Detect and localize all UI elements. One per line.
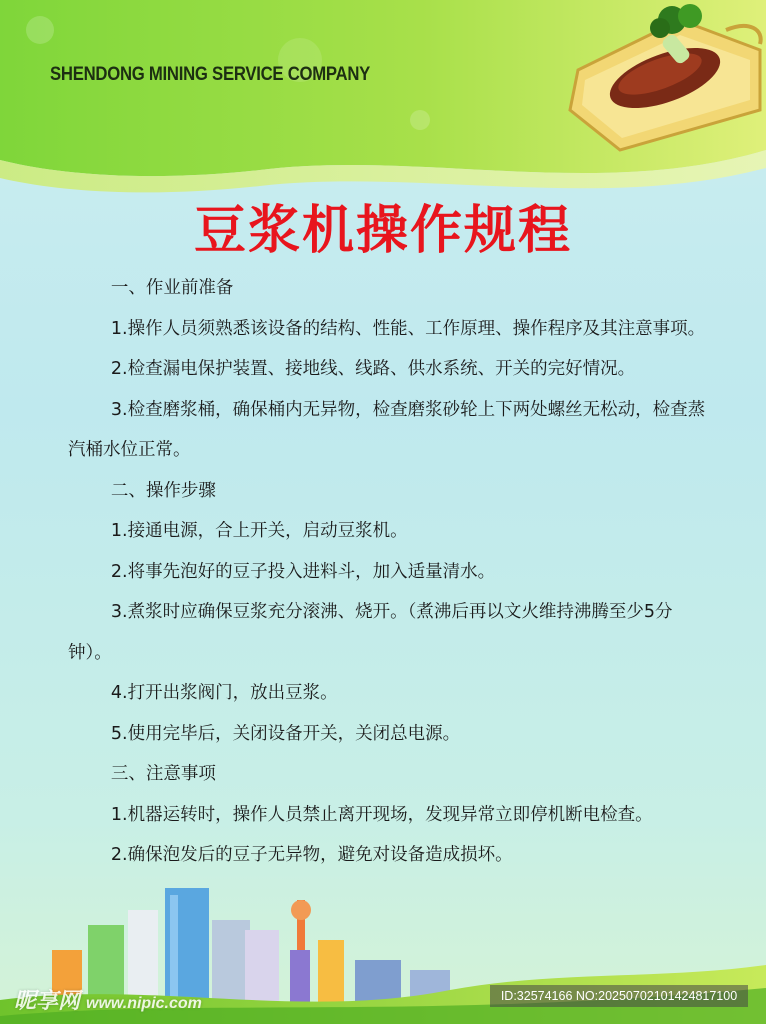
- watermark-url: www.nipic.com: [86, 995, 202, 1012]
- page-title: 豆浆机操作规程: [193, 201, 572, 261]
- prep-item-2: 2.检查漏电保护装置、接地线、线路、供水系统、开关的完好情况。: [110, 359, 636, 379]
- step-item-5: 5.使用完毕后，关闭设备开关，关闭总电源。: [110, 723, 461, 744]
- section-heading-prep: 一、作业前准备: [110, 278, 234, 298]
- step-item-3: 3.煮浆时应确保豆浆充分滚沸、烧开。（煮沸后再以文火维持沸腾至少5分钟）。: [68, 602, 673, 663]
- step-item-1: 1.接通电源，合上开关，启动豆浆机。: [110, 521, 408, 541]
- prep-item-1: 1.操作人员须熟悉该设备的结构、性能、工作原理、操作程序及其注意事项。: [110, 318, 706, 339]
- steak-plate-icon: [560, 0, 766, 160]
- company-name: SHENDONG MINING SERVICE COMPANY: [50, 64, 371, 85]
- section-heading-steps: 二、操作步骤: [110, 480, 216, 501]
- step-item-4: 4.打开出浆阀门，放出豆浆。: [110, 683, 338, 703]
- note-item-2: 2.确保泡发后的豆子无异物，避免对设备造成损坏。: [110, 845, 513, 865]
- step-item-2: 2.将事先泡好的豆子投入进料斗，加入适量清水。: [110, 561, 496, 582]
- note-item-1: 1.机器运转时，操作人员禁止离开现场，发现异常立即停机断电检查。: [110, 804, 653, 825]
- procedure-text: [68, 268, 708, 876]
- prep-item-3: 3.检查磨浆桶，确保桶内无异物，检查磨浆砂轮上下两处螺丝无松动，检查蒸汽桶水位正常。: [68, 399, 706, 460]
- section-heading-notes: 三、注意事项: [110, 764, 216, 784]
- watermark-logo: [14, 984, 202, 1015]
- image-id-label: ID:32574166 NO:20250702101424817100: [490, 985, 748, 1007]
- watermark-brand: 昵享网: [14, 988, 81, 1013]
